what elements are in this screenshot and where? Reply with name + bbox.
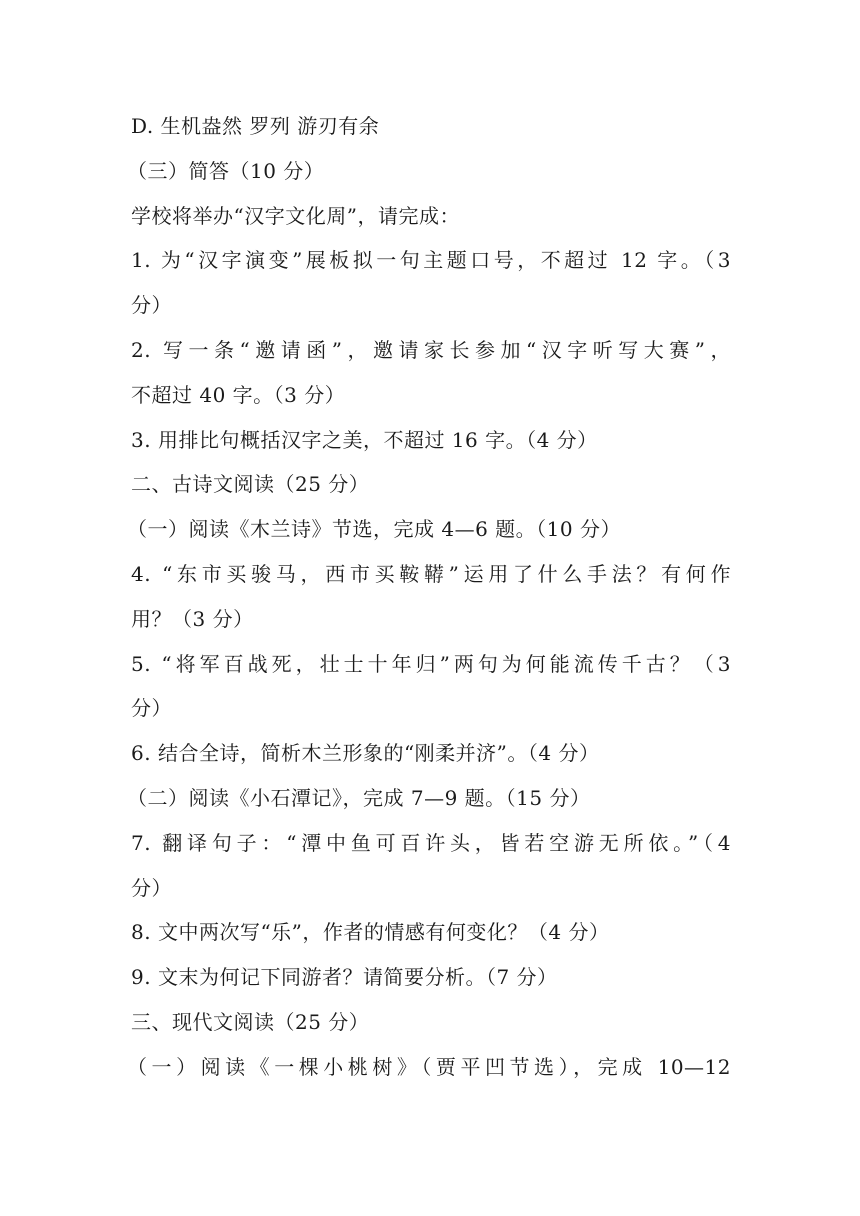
document-body xyxy=(127,104,731,1090)
section-heading: （一）阅读《一棵小桃树》（贾平凹节选），完成 10—12 xyxy=(127,1054,731,1079)
question-line: 8. 文中两次写“乐”，作者的情感有何变化？（4 分） xyxy=(131,920,610,945)
section-heading: （二）阅读《小石潭记》，完成 7—9 题。（15 分） xyxy=(127,785,591,810)
question-line: 3. 用排比句概括汉字之美，不超过 16 字。（4 分） xyxy=(131,427,598,452)
question-line: 5. “将军百战死，壮士十年归”两句为何能流传千古？（3 xyxy=(131,651,731,676)
section-heading: （三）简答（10 分） xyxy=(127,158,325,183)
part-heading: 三、现代文阅读（25 分） xyxy=(131,1009,370,1034)
part-heading: 二、古诗文阅读（25 分） xyxy=(131,472,370,497)
question-line: 用？（3 分） xyxy=(131,606,254,631)
question-line: 2. 写一条“邀请函”，邀请家长参加“汉字听写大赛”， xyxy=(131,337,731,362)
question-line: 分） xyxy=(131,875,172,900)
question-line: 1. 为“汉字演变”展板拟一句主题口号，不超过 12 字。（3 xyxy=(131,248,731,273)
section-heading: （一）阅读《木兰诗》节选，完成 4—6 题。（10 分） xyxy=(127,517,621,542)
paragraph-line: 学校将举办“汉字文化周”，请完成： xyxy=(131,203,460,228)
question-line: 7. 翻译句子：“潭中鱼可百许头，皆若空游无所依。”（4 xyxy=(131,830,731,855)
question-line: 6. 结合全诗，简析木兰形象的“刚柔并济”。（4 分） xyxy=(131,741,600,766)
question-line: 4. “东市买骏马，西市买鞍鞯”运用了什么手法？有何作 xyxy=(131,561,731,586)
question-line: 9. 文末为何记下同游者？请简要分析。（7 分） xyxy=(131,965,558,990)
question-line: 不超过 40 字。（3 分） xyxy=(131,382,346,407)
option-line: D. 生机盎然 罗列 游刃有余 xyxy=(131,114,380,138)
question-line: 分） xyxy=(131,696,172,721)
question-line: 分） xyxy=(131,293,172,318)
